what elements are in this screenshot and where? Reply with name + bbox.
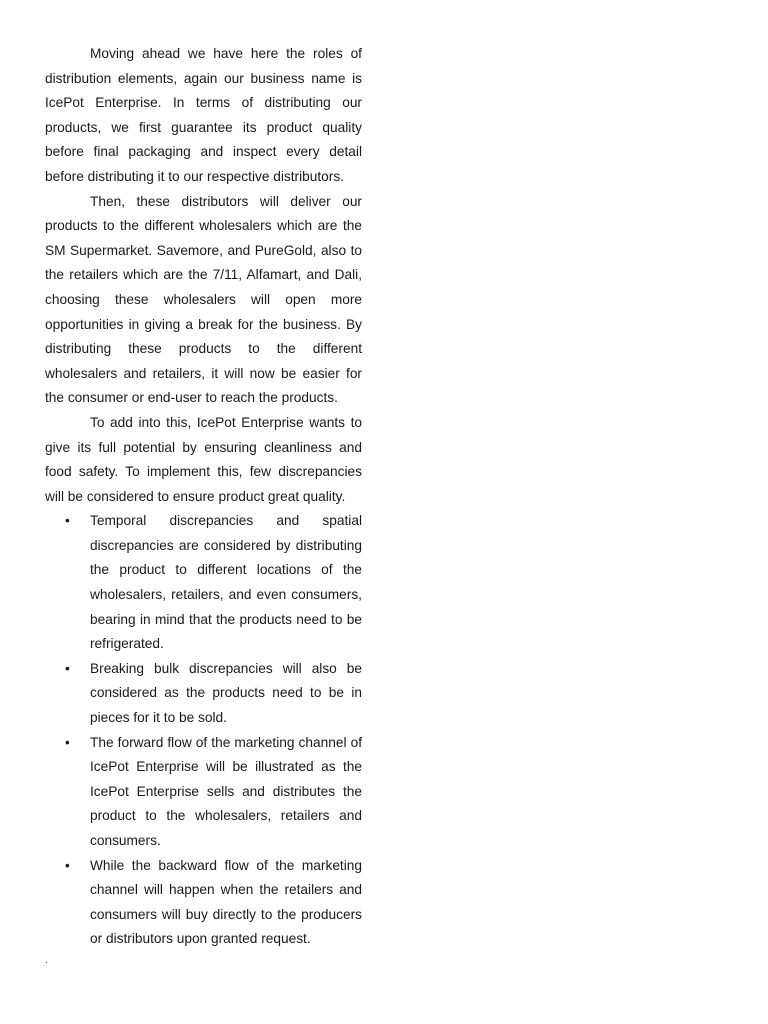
bullet-text: While the backward flow of the marketing channel will happen when the retailers and consumers will buy directly to the producers or distributors upon granted request. <box>90 857 362 947</box>
trailing-period: . <box>45 955 48 966</box>
paragraph-3: To add into this, IcePot Enterprise wants to give its full potential by ensuring cleanliness and food safety. To implement this, few discrepancies will be considered to ensure product great quality. <box>45 414 362 504</box>
bullet-text: Breaking bulk discrepancies will also be considered as the products need to be in pieces for it to be sold. <box>90 660 362 726</box>
bullet-list <box>45 509 362 952</box>
bullet-item-2 <box>45 657 362 731</box>
bullet-dot-icon: • <box>65 734 70 750</box>
bullet-dot-icon: • <box>65 513 70 529</box>
bullet-dot-icon: • <box>65 857 70 873</box>
paragraph-2: Then, these distributors will deliver our products to the different wholesalers which are the SM Supermarket. Savemore, and PureGold, also to the retailers which are the 7/11, Alfamart, and Dali, choosing these wholesalers will open more opportunities in giving a break for the business. By distributing these products to the different wholesalers and retailers, it will now be easier for the consumer or end-user to reach the products. <box>45 193 362 406</box>
bullet-text: The forward flow of the marketing channel of IcePot Enterprise will be illustrated as the IcePot Enterprise sells and distributes the product to the wholesalers, retailers and consumers. <box>90 734 362 848</box>
bullet-item-4 <box>45 854 362 952</box>
bullet-item-1 <box>45 509 362 657</box>
bullet-text: Temporal discrepancies and spatial discrepancies are considered by distributing the product to different locations of the wholesalers, retailers, and even consumers, bearing in mind that the products need to be refrigerated. <box>90 513 362 652</box>
bullet-item-3 <box>45 731 362 854</box>
paragraph-1: Moving ahead we have here the roles of distribution elements, again our business name is IcePot Enterprise. In terms of distributing our products, we first guarantee its product quality before final packaging and inspect every detail before distributing it to our respective distributors. <box>45 46 362 184</box>
bullet-dot-icon: • <box>65 660 70 676</box>
text-column <box>45 42 362 952</box>
